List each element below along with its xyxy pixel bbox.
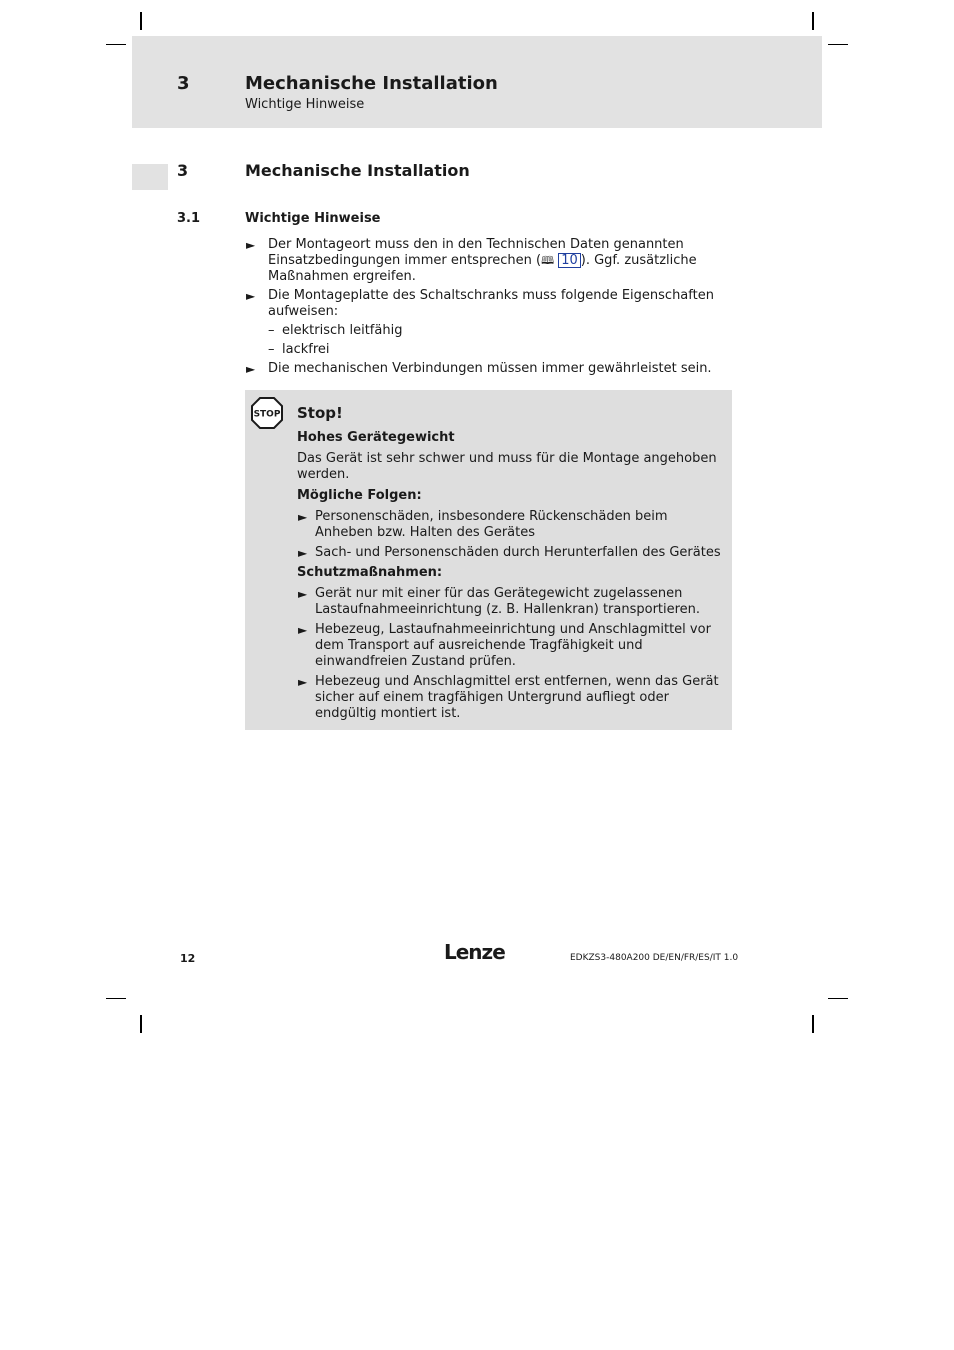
stop-sign-text: STOP (253, 409, 281, 420)
crop-mark (812, 12, 814, 30)
measure-text: Hebezeug, Lastaufnahmeeinrichtung und Anschlagmittel vor dem Transport auf ausreichende Tragfähigkeit und einwandfreien Zustand prüfen. (315, 622, 711, 669)
document-id: EDKZS3-480A200 DE/EN/FR/ES/IT 1.0 (570, 953, 739, 963)
sub-list-item (268, 342, 725, 358)
bullet-triangle-icon: ► (246, 238, 256, 252)
list-item-text: ). Ggf. zusätzliche Maßnahmen ergreifen. (268, 253, 697, 284)
crop-mark (106, 998, 126, 999)
chapter-marker (132, 164, 168, 190)
heading2-number: 3.1 (177, 211, 201, 226)
crop-mark (140, 12, 142, 30)
list-item-text: Die mechanischen Verbindungen müssen immer gewährleistet sein. (268, 361, 712, 376)
bullet-triangle-icon: ► (298, 587, 308, 601)
crop-mark (106, 44, 126, 45)
page-number: 12 (180, 952, 196, 965)
sub-list-item-text: elektrisch leitfähig (282, 323, 403, 338)
bullet-triangle-icon: ► (298, 510, 308, 524)
heading1-title: Mechanische Installation (245, 161, 470, 180)
bullet-triangle-icon: ► (298, 675, 308, 689)
heading2-title: Wichtige Hinweise (245, 211, 381, 226)
list-item-text: Der Montageort muss den in den Technischen Daten genannten Einsatzbedingungen immer entsprechen ( (268, 237, 684, 268)
measure-item (297, 586, 725, 618)
measures-label: Schutzmaßnahmen: (297, 565, 443, 580)
list-item (245, 288, 725, 358)
stop-content (297, 430, 725, 726)
bullet-list (245, 237, 725, 380)
sub-list-item-text: lackfrei (282, 342, 330, 357)
crop-mark (828, 998, 848, 999)
sub-list-item (268, 323, 725, 339)
consequence-text: Sach- und Personenschäden durch Herunterfallen des Gerätes (315, 545, 721, 560)
consequence-item (297, 545, 725, 561)
book-icon: 🕮 (541, 254, 555, 267)
measure-item (297, 674, 725, 722)
consequences-label: Mögliche Folgen: (297, 488, 422, 503)
bullet-triangle-icon: ► (246, 362, 256, 376)
stop-sign-icon (250, 396, 284, 430)
dash-icon: – (268, 342, 275, 357)
measure-text: Gerät nur mit einer für das Gerätegewicht zugelassenen Lastaufnahmeeinrichtung (z. B. Hallenkran) transportieren. (315, 586, 701, 617)
list-item (245, 237, 725, 285)
crop-mark (812, 1015, 814, 1033)
measure-item (297, 622, 725, 670)
crop-mark (140, 1015, 142, 1033)
lenze-logo: Lenze (444, 940, 505, 964)
consequence-item (297, 509, 725, 541)
list-item (245, 361, 725, 377)
bullet-triangle-icon: ► (298, 623, 308, 637)
section-subtitle: Wichtige Hinweise (245, 97, 365, 112)
chapter-title: Mechanische Installation (245, 73, 498, 94)
stop-title: Stop! (297, 404, 343, 422)
consequence-text: Personenschäden, insbesondere Rückenschäden beim Anheben bzw. Halten des Gerätes (315, 509, 668, 540)
list-item-text: Die Montageplatte des Schaltschranks muss folgende Eigenschaften aufweisen: (268, 288, 714, 319)
hazard-title: Hohes Gerätegewicht (297, 430, 455, 445)
measure-text: Hebezeug und Anschlagmittel erst entfernen, wenn das Gerät sicher auf einem tragfähigen Untergrund aufliegt oder endgültig montiert ist. (315, 674, 719, 721)
bullet-triangle-icon: ► (298, 546, 308, 560)
heading1-number: 3 (177, 161, 189, 180)
dash-icon: – (268, 323, 275, 338)
crop-mark (828, 44, 848, 45)
chapter-number: 3 (177, 73, 190, 94)
page-reference-link[interactable]: 10 (558, 253, 581, 268)
hazard-description: Das Gerät ist sehr schwer und muss für die Montage angehoben werden. (297, 451, 717, 482)
bullet-triangle-icon: ► (246, 289, 256, 303)
